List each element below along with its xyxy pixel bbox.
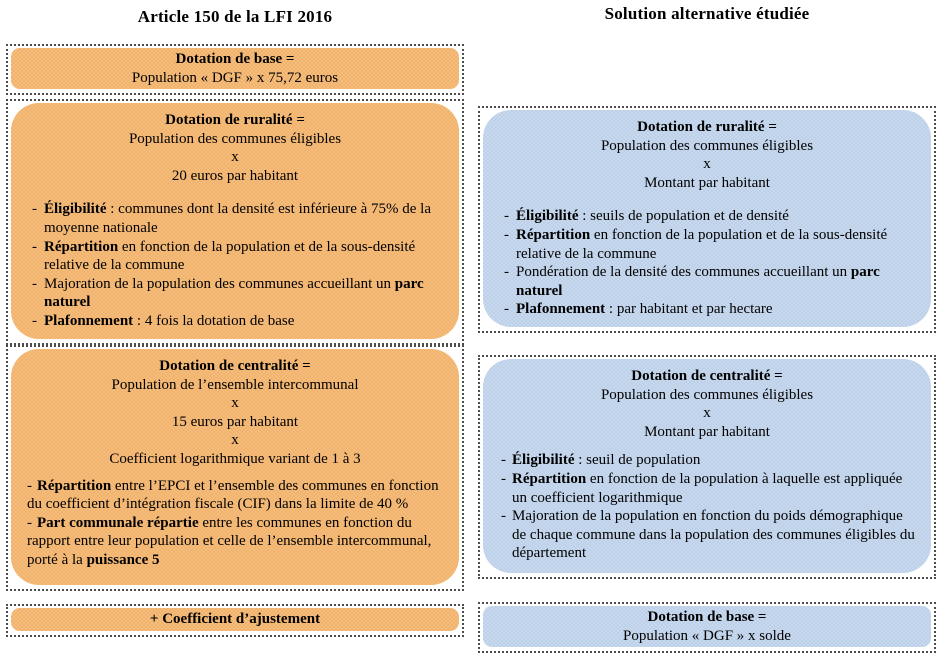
dotation-formula	[21, 610, 449, 629]
bullet-dash: -	[32, 275, 37, 292]
bullet-item	[499, 263, 915, 300]
dotation-formula	[493, 608, 921, 645]
bullet-text: Éligibilité : communes dont la densité est inférieure à 75% de la moyenne nationale	[44, 201, 431, 236]
bullet-text: Majoration de la population en fonction du poids démographique de chaque commune dans la population des communes éligibles du département	[512, 508, 915, 562]
bullet-item	[499, 226, 915, 263]
formula-line: Montant par habitant	[644, 423, 770, 440]
bullet-dash: -	[32, 312, 37, 329]
bullet-text: Répartition en fonction de la population et de la sous-densité relative de la commune	[44, 238, 416, 274]
formula-line: Dotation de centralité =	[159, 358, 311, 374]
bullet-dash: -	[501, 470, 506, 487]
bullet-item	[27, 514, 443, 570]
formula-line: Dotation de ruralité =	[165, 112, 305, 128]
bullet-text: Éligibilité : seuils de population et de densité	[516, 208, 789, 225]
bullet-dash: -	[504, 208, 509, 225]
bullet-item	[499, 451, 915, 470]
formula-line: Dotation de centralité =	[631, 368, 783, 384]
formula-line: 15 euros par habitant	[171, 413, 299, 430]
right-column-title: Solution alternative étudiée	[604, 4, 810, 23]
alt-centralite-box-body	[483, 359, 931, 573]
bullet-item	[27, 275, 443, 312]
lfi-adjustment-bar	[6, 604, 464, 637]
formula-line: 20 euros par habitant	[171, 167, 299, 184]
bullet-text: Pondération de la densité des communes accueillant un parc naturel	[516, 264, 880, 299]
bullet-dash: -	[27, 514, 32, 531]
alt-centralite-box	[478, 355, 936, 579]
bullet-text: Éligibilité : seuil de population	[512, 452, 701, 469]
alt-base-box	[478, 602, 936, 653]
dotation-formula	[499, 367, 915, 441]
bullet-text: Répartition entre l’EPCI et l’ensemble des communes en fonction du coefficient d’intégration fiscale (CIF) dans la limite de 40 %	[27, 477, 439, 513]
bullet-item	[27, 200, 443, 237]
formula-line: x	[231, 149, 239, 166]
bullet-dash: -	[501, 452, 506, 469]
alt-base-box-body	[483, 606, 931, 647]
bullet-dash: -	[32, 201, 37, 218]
bullet-item	[499, 300, 915, 319]
lfi-base-box	[6, 44, 464, 95]
formula-line: Population des communes éligibles	[600, 137, 814, 154]
bullet-item	[499, 470, 915, 507]
formula-line: x	[703, 156, 711, 173]
formula-line: Coefficient logarithmique variant de 1 à 3	[109, 450, 361, 467]
formula-line: Population des communes éligibles	[128, 130, 342, 147]
lfi-ruralite-box	[6, 99, 464, 345]
bullet-dash: -	[27, 477, 32, 494]
lfi-ruralite-box-body	[11, 103, 459, 339]
bullet-text: Part communale répartie entre les communes en fonction du rapport entre leur population et celle de l’ensemble intercommunal, porté à la puissance 5	[27, 514, 432, 568]
formula-line: x	[231, 395, 239, 412]
bullet-item	[27, 312, 443, 331]
lfi-centralite-box-body	[11, 349, 459, 585]
formula-line: Population « DGF » x 75,72 euros	[131, 69, 339, 86]
bullet-dash: -	[504, 264, 509, 281]
bullet-dash: -	[501, 508, 506, 525]
formula-line: Population de l’ensemble intercommunal	[111, 376, 359, 393]
formula-line: Dotation de ruralité =	[637, 119, 777, 135]
bullet-dash: -	[504, 301, 509, 318]
bullet-list	[499, 451, 915, 563]
alt-ruralite-box	[478, 106, 936, 333]
lfi-base-box-body	[11, 48, 459, 89]
bullet-dash: -	[32, 238, 37, 255]
bullet-list	[27, 200, 443, 330]
bullet-list	[499, 207, 915, 319]
alt-ruralite-box-body	[483, 110, 931, 327]
bullet-text: Plafonnement : 4 fois la dotation de base	[44, 312, 295, 329]
bullet-item	[499, 207, 915, 226]
formula-line: Dotation de base =	[175, 51, 295, 67]
bullet-dash: -	[504, 226, 509, 243]
bullet-item	[27, 238, 443, 275]
bullet-text: Plafonnement : par habitant et par hectare	[516, 301, 773, 318]
formula-line: Population « DGF » x solde	[623, 627, 791, 644]
formula-line: Population des communes éligibles	[600, 386, 814, 403]
left-column-title: Article 150 de la LFI 2016	[137, 7, 333, 26]
dotation-formula	[27, 357, 443, 469]
bullet-item	[499, 507, 915, 563]
formula-line: Dotation de base =	[647, 609, 767, 625]
bullet-text: Répartition en fonction de la population et de la sous-densité relative de la commune	[516, 226, 888, 262]
dotation-formula	[27, 111, 443, 185]
bullet-text: Majoration de la population des communes accueillant un parc naturel	[44, 275, 424, 311]
bullet-text: Répartition en fonction de la population à laquelle est appliquée un coefficient logarithmique	[512, 470, 903, 506]
lfi-adjustment-bar-body	[11, 608, 459, 631]
bullet-list	[27, 477, 443, 570]
lfi-centralite-box	[6, 345, 464, 591]
formula-line: x	[703, 405, 711, 422]
dotation-formula	[499, 118, 915, 192]
dotation-formula	[21, 50, 449, 87]
bullet-item	[27, 477, 443, 514]
formula-line: Montant par habitant	[644, 174, 770, 191]
formula-line: x	[231, 432, 239, 449]
formula-line: + Coefficient d’ajustement	[149, 611, 321, 627]
